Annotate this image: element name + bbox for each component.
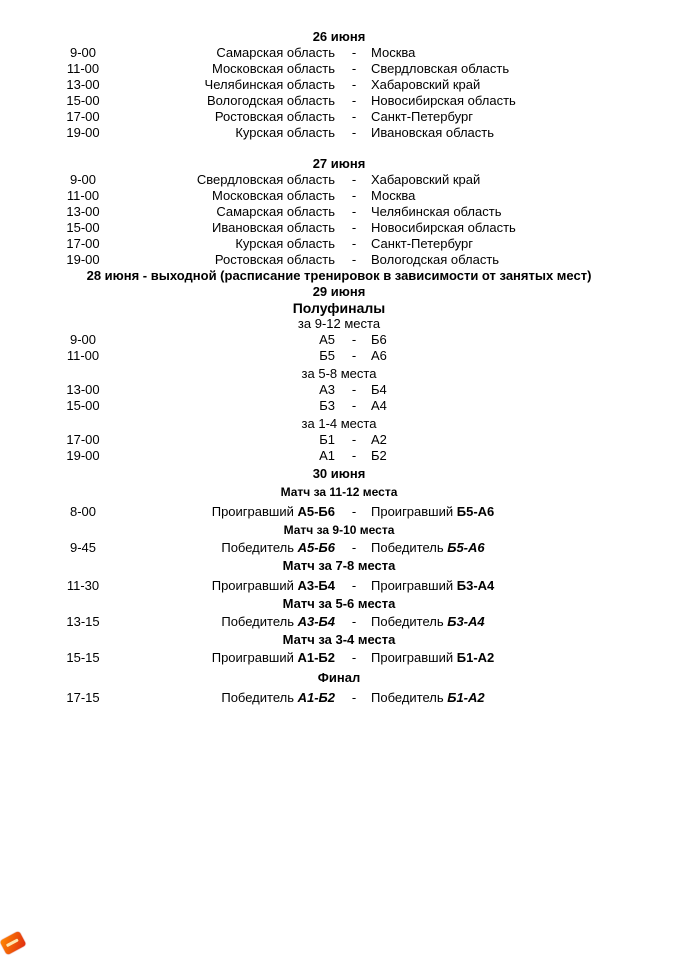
match-row xyxy=(0,382,678,398)
team-home: Московская область xyxy=(211,188,335,203)
match-separator: - xyxy=(351,332,357,347)
match-separator: - xyxy=(351,540,357,555)
match-row xyxy=(0,448,678,464)
team-away: А2 xyxy=(371,432,387,447)
match-separator: - xyxy=(351,45,357,60)
team-away-label: Победитель xyxy=(371,614,448,629)
team-home: Б1 xyxy=(319,432,335,447)
team-away: Новосибирская область xyxy=(371,93,516,108)
team-away-label: Проигравший xyxy=(371,504,457,519)
final-match-heading: Матч за 3-4 места xyxy=(282,632,396,647)
schedule-document xyxy=(0,29,678,706)
match-time: 13-00 xyxy=(66,204,100,219)
day-title-27: 27 июня xyxy=(312,156,366,171)
team-home: Б5 xyxy=(319,348,335,363)
match-row xyxy=(0,220,678,236)
match-time: 19-00 xyxy=(66,252,100,267)
match-separator: - xyxy=(351,109,357,124)
match-time: 13-00 xyxy=(66,77,100,92)
match-row xyxy=(0,77,678,93)
team-home xyxy=(221,540,335,556)
match-time: 11-00 xyxy=(66,188,100,203)
team-home: Самарская область xyxy=(216,45,335,60)
day-title-30: 30 июня xyxy=(312,466,366,481)
team-away-code: Б1-А2 xyxy=(447,690,485,705)
day-title-26: 26 июня xyxy=(312,29,366,44)
match-time: 9-00 xyxy=(69,172,97,187)
team-away xyxy=(371,690,485,706)
team-home-label: Проигравший xyxy=(211,504,298,519)
group-label: за 9-12 места xyxy=(297,316,381,331)
rest-day-note: 28 июня - выходной (расписание тренировок в зависимости от занятых мест) xyxy=(86,268,592,283)
group-label: за 1-4 места xyxy=(301,416,377,431)
team-away: Санкт-Петербург xyxy=(371,236,473,251)
team-home: Московская область xyxy=(211,61,335,76)
team-away xyxy=(371,504,494,520)
team-away-code: Б3-А4 xyxy=(456,578,495,593)
group-label: за 5-8 места xyxy=(301,366,377,381)
match-separator: - xyxy=(351,348,357,363)
day-title-29: 29 июня xyxy=(312,284,366,299)
final-match-row xyxy=(0,690,678,706)
match-time: 17-00 xyxy=(66,109,100,124)
team-home: Ростовская область xyxy=(214,109,335,124)
match-separator: - xyxy=(351,690,357,705)
match-time: 11-00 xyxy=(66,61,100,76)
match-time: 17-00 xyxy=(66,432,100,447)
match-time: 15-00 xyxy=(66,220,100,235)
final-match-heading: Финал xyxy=(317,670,361,685)
match-separator: - xyxy=(351,77,357,92)
team-away: А6 xyxy=(371,348,387,363)
team-home xyxy=(221,690,335,706)
final-match-row xyxy=(0,540,678,556)
final-match-heading: Матч за 7-8 места xyxy=(282,558,396,573)
team-away: Свердловская область xyxy=(371,61,510,76)
match-separator: - xyxy=(351,61,357,76)
match-row xyxy=(0,432,678,448)
match-row xyxy=(0,125,678,141)
team-home: Челябинская область xyxy=(204,77,335,92)
match-separator: - xyxy=(351,578,357,593)
team-away: Новосибирская область xyxy=(371,220,516,235)
final-match-heading: Матч за 11-12 места xyxy=(280,485,398,499)
team-home: Курская область xyxy=(235,125,335,140)
app-logo-icon xyxy=(0,931,26,955)
match-separator: - xyxy=(351,236,357,251)
team-home-code: А5-Б6 xyxy=(297,504,335,519)
match-time: 9-45 xyxy=(69,540,97,555)
team-away-code: Б3-А4 xyxy=(447,614,485,629)
spacer xyxy=(0,141,678,156)
final-match-heading: Матч за 9-10 места xyxy=(283,523,395,537)
day-26-matches xyxy=(0,45,678,141)
match-row xyxy=(0,45,678,61)
team-home xyxy=(212,578,335,594)
match-separator: - xyxy=(351,220,357,235)
final-match-heading: Матч за 5-6 места xyxy=(282,596,396,611)
match-row xyxy=(0,204,678,220)
match-time: 15-00 xyxy=(66,93,100,108)
team-away-code: Б1-А2 xyxy=(456,650,495,665)
match-separator: - xyxy=(351,432,357,447)
team-home: Свердловская область xyxy=(196,172,335,187)
final-match-row xyxy=(0,504,678,520)
team-away xyxy=(371,650,494,666)
team-home: А5 xyxy=(319,332,335,347)
team-away: Москва xyxy=(371,45,416,60)
team-away: Санкт-Петербург xyxy=(371,109,473,124)
team-home-code: А1-Б2 xyxy=(297,690,335,705)
team-home: Вологодская область xyxy=(206,93,335,108)
team-away: Хабаровский край xyxy=(371,77,481,92)
match-separator: - xyxy=(351,382,357,397)
team-away-label: Победитель xyxy=(371,690,448,705)
final-match-row xyxy=(0,650,678,666)
team-away-label: Проигравший xyxy=(371,650,457,665)
match-separator: - xyxy=(351,252,357,267)
final-match-row xyxy=(0,578,678,594)
match-time: 13-15 xyxy=(66,614,100,629)
match-time: 19-00 xyxy=(66,448,100,463)
match-row xyxy=(0,236,678,252)
match-time: 9-00 xyxy=(69,45,97,60)
team-away xyxy=(371,540,485,556)
match-time: 11-00 xyxy=(66,348,100,363)
team-away-label: Победитель xyxy=(371,540,448,555)
match-row xyxy=(0,252,678,268)
team-home: А3 xyxy=(319,382,335,397)
match-time: 9-00 xyxy=(69,332,97,347)
match-separator: - xyxy=(351,93,357,108)
match-row xyxy=(0,109,678,125)
match-separator: - xyxy=(351,614,357,629)
stage-title: Полуфиналы xyxy=(292,300,386,316)
match-time: 13-00 xyxy=(66,382,100,397)
team-away xyxy=(371,614,485,630)
match-row xyxy=(0,348,678,364)
team-away: А4 xyxy=(371,398,387,413)
team-home-code: А3-Б4 xyxy=(297,614,335,629)
team-home-code: А3-Б4 xyxy=(297,578,335,593)
day-27-matches xyxy=(0,172,678,268)
match-separator: - xyxy=(351,125,357,140)
team-home: Самарская область xyxy=(216,204,335,219)
team-home-label: Проигравший xyxy=(211,650,298,665)
team-away: Челябинская область xyxy=(371,204,502,219)
team-away-label: Проигравший xyxy=(371,578,457,593)
team-home xyxy=(212,650,335,666)
match-time: 19-00 xyxy=(66,125,100,140)
match-row xyxy=(0,93,678,109)
match-separator: - xyxy=(351,204,357,219)
match-time: 15-15 xyxy=(66,650,100,665)
match-separator: - xyxy=(351,650,357,665)
match-separator: - xyxy=(351,504,357,519)
team-away: Б2 xyxy=(371,448,387,463)
team-home: Ростовская область xyxy=(214,252,335,267)
team-away: Б6 xyxy=(371,332,387,347)
team-away: Москва xyxy=(371,188,416,203)
match-row xyxy=(0,188,678,204)
match-time: 15-00 xyxy=(66,398,100,413)
match-row xyxy=(0,61,678,77)
match-separator: - xyxy=(351,172,357,187)
match-row xyxy=(0,398,678,414)
match-time: 8-00 xyxy=(69,504,97,519)
team-away-code: Б5-А6 xyxy=(456,504,495,519)
team-away-code: Б5-А6 xyxy=(447,540,485,555)
team-home-code: А1-Б2 xyxy=(297,650,335,665)
match-separator: - xyxy=(351,398,357,413)
match-separator: - xyxy=(351,188,357,203)
team-away: Хабаровский край xyxy=(371,172,481,187)
team-home-label: Победитель xyxy=(221,690,298,705)
team-away xyxy=(371,578,494,594)
team-home-label: Победитель xyxy=(221,614,298,629)
team-home: Б3 xyxy=(319,398,335,413)
match-row xyxy=(0,332,678,348)
match-time: 11-30 xyxy=(66,578,100,593)
match-row xyxy=(0,172,678,188)
team-away: Вологодская область xyxy=(371,252,500,267)
match-time: 17-00 xyxy=(66,236,100,251)
team-home: А1 xyxy=(319,448,335,463)
team-home-code: А5-Б6 xyxy=(297,540,335,555)
team-away: Б4 xyxy=(371,382,387,397)
team-away: Ивановская область xyxy=(371,125,494,140)
team-home-label: Победитель xyxy=(221,540,298,555)
team-home: Курская область xyxy=(235,236,335,251)
team-home xyxy=(212,504,335,520)
match-time: 17-15 xyxy=(66,690,100,705)
team-home: Ивановская область xyxy=(212,220,335,235)
team-home-label: Проигравший xyxy=(211,578,298,593)
match-separator: - xyxy=(351,448,357,463)
team-home xyxy=(221,614,335,630)
final-match-row xyxy=(0,614,678,630)
